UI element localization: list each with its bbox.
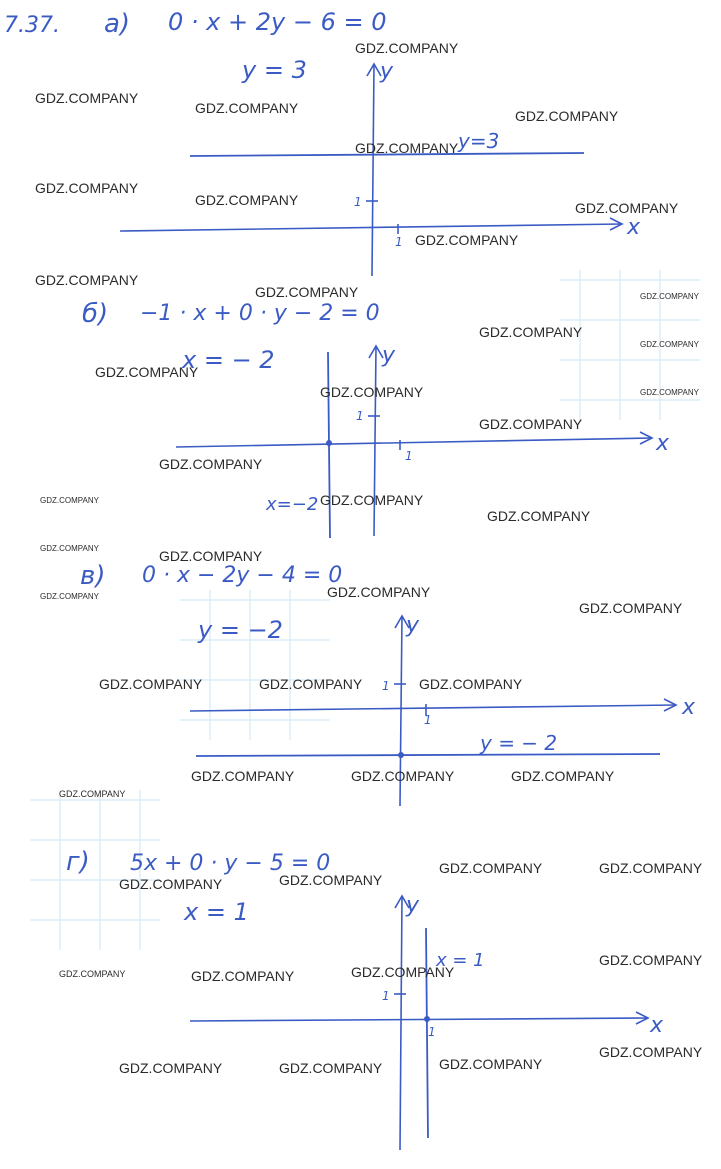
watermark: GDZ.COMPANY: [159, 456, 263, 472]
watermark: GDZ.COMPANY: [259, 676, 363, 692]
watermark: GDZ.COMPANY: [439, 1056, 543, 1072]
part-v-line-label: y = − 2: [480, 731, 558, 755]
part-g-y-label: y: [406, 893, 420, 918]
watermark: GDZ.COMPANY: [419, 676, 523, 692]
part-b-intersection-dot: [326, 440, 332, 446]
part-b-equation: −1 · x + 0 · y − 2 = 0: [140, 301, 380, 326]
watermark: GDZ.COMPANY: [575, 200, 679, 216]
watermark: GDZ.COMPANY: [351, 768, 455, 784]
part-v-y-tick-label: 1: [382, 679, 390, 693]
watermark: GDZ.COMPANY: [599, 860, 703, 876]
part-g-x-axis: [190, 1018, 648, 1021]
part-b-y-label: y: [382, 343, 396, 368]
part-g-letter: г): [66, 847, 90, 877]
watermark: GDZ.COMPANY: [640, 388, 699, 397]
part-g-line-label: x = 1: [436, 950, 485, 971]
watermark: GDZ.COMPANY: [479, 416, 583, 432]
problem-number: 7.37.: [4, 13, 60, 38]
watermark: GDZ.COMPANY: [327, 584, 431, 600]
part-a-solution: y = 3: [242, 56, 307, 84]
part-g-y-tick-label: 1: [382, 989, 390, 1003]
watermark: GDZ.COMPANY: [355, 40, 459, 56]
watermark: GDZ.COMPANY: [59, 969, 126, 979]
part-b-solution: x = − 2: [182, 346, 275, 374]
part-b-letter: б): [82, 299, 109, 329]
watermark: GDZ.COMPANY: [640, 292, 699, 301]
watermark: GDZ.COMPANY: [640, 340, 699, 349]
watermark: GDZ.COMPANY: [320, 492, 424, 508]
part-b-x-axis: [176, 438, 652, 447]
part-a-x-axis: [120, 224, 622, 231]
part-a-x-tick-label: 1: [395, 235, 403, 249]
watermark: GDZ.COMPANY: [191, 768, 295, 784]
watermark: GDZ.COMPANY: [279, 872, 383, 888]
part-a-equation: 0 · x + 2y − 6 = 0: [168, 8, 387, 36]
part-g-graph-line: [426, 928, 428, 1138]
watermark: GDZ.COMPANY: [599, 952, 703, 968]
watermark: GDZ.COMPANY: [515, 108, 619, 124]
part-b-y-tick-label: 1: [356, 409, 364, 423]
watermark: GDZ.COMPANY: [255, 284, 359, 300]
part-g-solution: x = 1: [184, 898, 249, 926]
part-b-x-tick-label: 1: [405, 449, 413, 463]
watermark: GDZ.COMPANY: [355, 140, 459, 156]
watermark: GDZ.COMPANY: [195, 192, 299, 208]
part-g-x-tick-label: 1: [428, 1025, 436, 1039]
part-b-line-label: x=−2: [266, 494, 319, 515]
part-v-solution: y = −2: [198, 616, 283, 644]
watermark: GDZ.COMPANY: [195, 100, 299, 116]
part-a-line-label: y=3: [458, 129, 500, 153]
watermark: GDZ.COMPANY: [35, 272, 139, 288]
watermark: GDZ.COMPANY: [191, 968, 295, 984]
part-v-y-label: y: [406, 613, 420, 638]
watermark: GDZ.COMPANY: [40, 496, 99, 505]
part-v-equation: 0 · x − 2y − 4 = 0: [142, 563, 343, 588]
watermark: GDZ.COMPANY: [279, 1060, 383, 1076]
watermark: GDZ.COMPANY: [119, 876, 223, 892]
part-g-intersection-dot: [424, 1016, 430, 1022]
watermark: GDZ.COMPANY: [119, 1060, 223, 1076]
watermark: GDZ.COMPANY: [511, 768, 615, 784]
part-b-x-label: x: [656, 431, 670, 456]
part-v-x-label: x: [682, 695, 696, 720]
watermark: GDZ.COMPANY: [579, 600, 683, 616]
part-a-y-axis: [372, 64, 374, 276]
part-a-letter: а): [104, 9, 131, 39]
part-g: [66, 847, 664, 1150]
part-v-x-axis: [190, 705, 676, 711]
watermark: GDZ.COMPANY: [95, 364, 199, 380]
part-g-equation: 5x + 0 · y − 5 = 0: [130, 851, 331, 876]
part-g-y-axis: [400, 896, 402, 1150]
part-v-letter: в): [80, 561, 106, 591]
watermark: GDZ.COMPANY: [479, 324, 583, 340]
watermark: GDZ.COMPANY: [415, 232, 519, 248]
watermark: GDZ.COMPANY: [40, 592, 99, 601]
watermark: GDZ.COMPANY: [59, 789, 126, 799]
watermark: GDZ.COMPANY: [599, 1044, 703, 1060]
watermark: GDZ.COMPANY: [35, 180, 139, 196]
watermark: GDZ.COMPANY: [487, 508, 591, 524]
watermark: GDZ.COMPANY: [320, 384, 424, 400]
watermark: GDZ.COMPANY: [439, 860, 543, 876]
watermark: GDZ.COMPANY: [159, 548, 263, 564]
part-a-y-label: y: [380, 59, 394, 84]
watermark: GDZ.COMPANY: [35, 90, 139, 106]
watermark: GDZ.COMPANY: [99, 676, 203, 692]
part-v-graph-line: [196, 754, 660, 756]
watermark: GDZ.COMPANY: [40, 544, 99, 553]
watermark: GDZ.COMPANY: [351, 964, 455, 980]
part-v-x-tick-label: 1: [424, 713, 432, 727]
part-v-intersection-dot: [398, 752, 404, 758]
part-g-x-label: x: [650, 1013, 664, 1038]
part-a-y-tick-label: 1: [354, 195, 362, 209]
part-a-x-label: x: [627, 215, 641, 240]
